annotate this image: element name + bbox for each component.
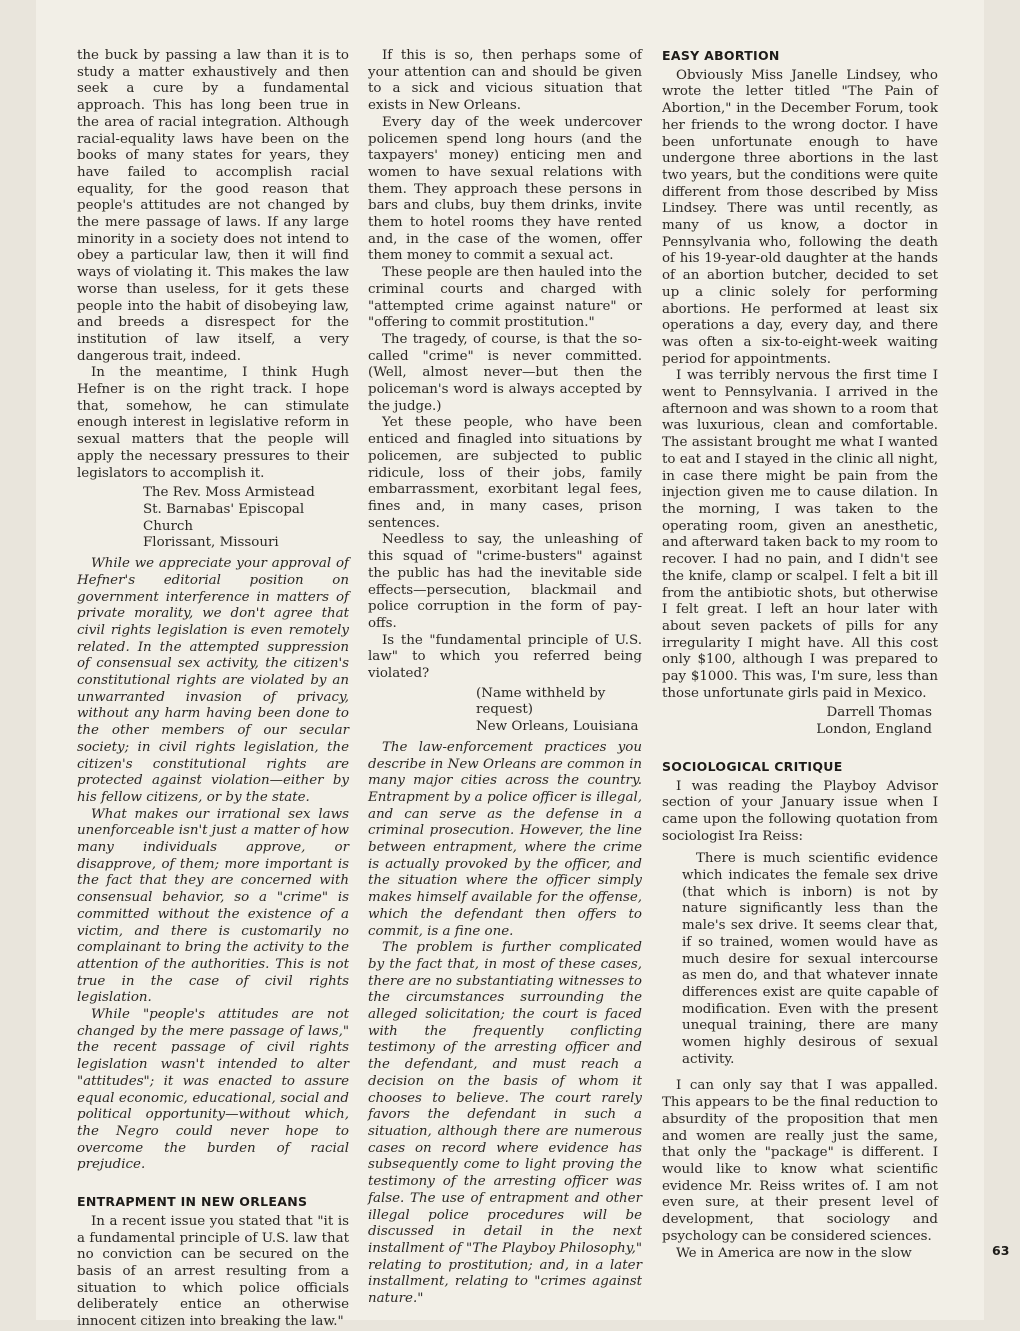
page-number: 63: [992, 1243, 1010, 1258]
signature-church: St. Barnabas' Episcopal Church: [143, 501, 305, 534]
signature-place: London, England: [816, 722, 932, 738]
letter-signature: [77, 485, 349, 552]
letter-signature: [368, 686, 642, 736]
letter-paragraph: I can only say that I was appalled. This appears to be the final reduction to absurdity of the proposition that men and women are really just the same, that only the "package" is different. I would like to know what scientific evidence Mr. Reiss writes of. I am not even sure, at their present level of development, that sociology and psychology can be considered sciences.: [662, 1078, 938, 1244]
letter-signature: [662, 705, 938, 738]
editor-reply: While "people's attitudes are not changed by the mere passage of laws," the recent passage of civil rights legislation wasn't intended to alter "attitudes"; it was enacted to assure equal economic, educational, social and political opportunity—without which, the Negro could never hope to overcome the burden of racial prejudice.: [77, 1007, 349, 1173]
quote-paragraph: There is much scientific evidence which indicates the female sex drive (that which is inborn) is not by nature significantly less than the male's sex drive. It seems clear that, if so trained, women would have as much desire for sexual intercourse as men do, and that whatever innate differences exist are quite capable of modification. Even with the present unequal training, there are many women highly desirous of sexual activity.: [682, 851, 938, 1067]
editor-reply: The problem is further complicated by the fact that, in most of these cases, there are no substantiating witnesses to the circumstances surrounding the alleged solicitation; the court is faced with the frequently conflicting testimony of the arresting officer and the defendant, and must reach a decision on the basis of whom it chooses to believe. The court rarely favors the defendant in such a situation, although there are numerous cases on record where evidence has subsequently come to light proving the testimony of the arresting officer was false. The use of entrapment and other illegal police procedures will be discussed in detail in the next installment of "The Playboy Philosophy," relating to prostitution; and, in a later installment, relating to "crimes against nature.": [368, 940, 642, 1307]
letter-paragraph: These people are then hauled into the criminal courts and charged with "attempted crime against nature" or "offering to commit prostitution.": [368, 265, 642, 331]
letter-paragraph: In a recent issue you stated that "it is a fundamental principle of U.S. law that no conviction can be secured on the basis of an arrest resulting from a situation to which police officials deliberately entice an otherwise innocent citizen into breaking the law.": [77, 1213, 349, 1330]
signature-place: New Orleans, Louisiana: [476, 719, 639, 735]
letter-paragraph: I was reading the Playboy Advisor section of your January issue when I came upon the following quotation from sociologist Ira Reiss:: [662, 778, 938, 844]
letter-paragraph: Every day of the week undercover policemen spend long hours (and the taxpayers' money) enticing men and women to have sexual relations with them. They approach these persons in bars and clubs, buy them drinks, invite them to hotel rooms they have rented and, in the case of the women, offer them money to commit a sexual act.: [368, 114, 642, 264]
column-right: [662, 48, 938, 1262]
editor-reply: While we appreciate your approval of Hefner's editorial position on government interference in matters of private morality, we don't agree that civil rights legislation is even remotely related. In the attempted suppression of consensual sex activity, the citizen's constitutional rights are violated by an unwarranted invasion of privacy, without any harm having been done to the other members of our secular society; in civil rights legislation, the citizen's constitutional rights are protected against violation—either by his fellow citizens, or by the state.: [77, 556, 349, 805]
section-heading: ENTRAPMENT IN NEW ORLEANS: [77, 1194, 308, 1210]
column-middle: [368, 48, 642, 1308]
signature-name: (Name withheld by request): [476, 685, 606, 718]
letter-paragraph: In the meantime, I think Hugh Hefner is on the right track. I hope that, somehow, he can stimulate enough interest in legislative reform in sexual matters that the people will apply the necessary pressures to their legislators to accomplish it.: [77, 365, 349, 481]
magazine-page: [36, 0, 1010, 1330]
letter-paragraph: I was terribly nervous the first time I went to Pennsylvania. I arrived in the afternoon and was shown to a room that was luxurious, clean and comfortable. The assistant brought me what I wanted to eat and I stayed in the clinic all night, in case there might be pain from the injection given me to cause dilation. In the morning, I was taken to the operating room, given an anesthetic, and afterward taken back to my room to recover. I had no pain, and I didn't see the knife, clamp or scalpel. I felt a bit ill from the antibiotic shots, but otherwise I felt great. I left an hour later with about seven packets of pills for any irregularity I might have. All this cost only $100, although I was prepared to pay $1000. This was, I'm sure, less than those unfortunate girls paid in Mexico.: [662, 368, 938, 701]
signature-place: Florissant, Missouri: [143, 535, 279, 551]
letter-paragraph: Obviously Miss Janelle Lindsey, who wrote the letter titled "The Pain of Abortion," in the December Forum, took her friends to the wrong doctor. I have been unfortunate enough to have undergone three abortions in the last two years, but the conditions were quite different from those described by Miss Lindsey. There was until recently, as many of us know, a doctor in Pennsylvania who, following the death of his 19-year-old daughter at the hands of an abortion butcher, decided to set up a clinic solely for performing abortions. He performed at least six operations a day, every day, and there was often a six-to-eight-week waiting period for appointments.: [662, 67, 938, 367]
signature-name: The Rev. Moss Armistead: [143, 485, 315, 501]
letter-paragraph: the buck by passing a law than it is to study a matter exhaustively and then seek a cure by a fundamental approach. This has long been true in the area of racial integration. Although racial-equality laws have been on the books of many states for years, they have failed to accomplish racial equality, for the good reason that people's attitudes are not changed by the mere passage of laws. If any large minority in a society does not intend to obey a particular law, then it will find ways of violating it. This makes the law worse than useless, for it gets these people into the habit of disobeying law, and breeds a disrespect for the institution of law itself, a very dangerous trait, indeed.: [77, 48, 349, 364]
letter-paragraph: The tragedy, of course, is that the so-called "crime" is never committed. (Well, almost never—but then the policeman's word is always accepted by the judge.): [368, 331, 642, 414]
letter-paragraph: Is the "fundamental principle of U.S. law" to which you referred being violated?: [368, 632, 642, 682]
section-heading: SOCIOLOGICAL CRITIQUE: [662, 758, 843, 774]
editor-reply: The law-enforcement practices you describe in New Orleans are common in many major cities across the country. Entrapment by a police officer is illegal, and can serve as the defense in a criminal prosecution. However, the line between entrapment, where the crime is actually provoked by the officer, and the situation where the officer simply makes himself available for the offense, which the defendant then offers to commit, is a fine one.: [368, 739, 642, 939]
editor-reply: What makes our irrational sex laws unenforceable isn't just a matter of how many individuals approve, or disapprove, of them; more important is the fact that they are concerned with consensual behavior, so a "crime" is committed without the existence of a victim, and there is customarily no complainant to bring the activity to the attention of the authorities. This is not true in the case of civil rights legislation.: [77, 806, 349, 1006]
block-quote: [682, 851, 938, 1068]
column-left: [77, 48, 349, 1331]
signature-name: Darrell Thomas: [826, 705, 932, 721]
letter-paragraph: Yet these people, who have been enticed and finagled into situations by policemen, are subjected to public ridicule, loss of their jobs, family embarrassment, exorbitant legal fees, fines and, in many cases, prison sentences.: [368, 415, 642, 531]
letter-paragraph: If this is so, then perhaps some of your attention can and should be given to a sick and vicious situation that exists in New Orleans.: [368, 48, 642, 114]
letter-paragraph: We in America are now in the slow: [676, 1245, 912, 1261]
section-heading: EASY ABORTION: [662, 48, 780, 63]
letter-paragraph: Needless to say, the unleashing of this squad of "crime-busters" against the public has had the inevitable side effects—persecution, blackmail and police corruption in the form of pay-offs.: [368, 532, 642, 631]
